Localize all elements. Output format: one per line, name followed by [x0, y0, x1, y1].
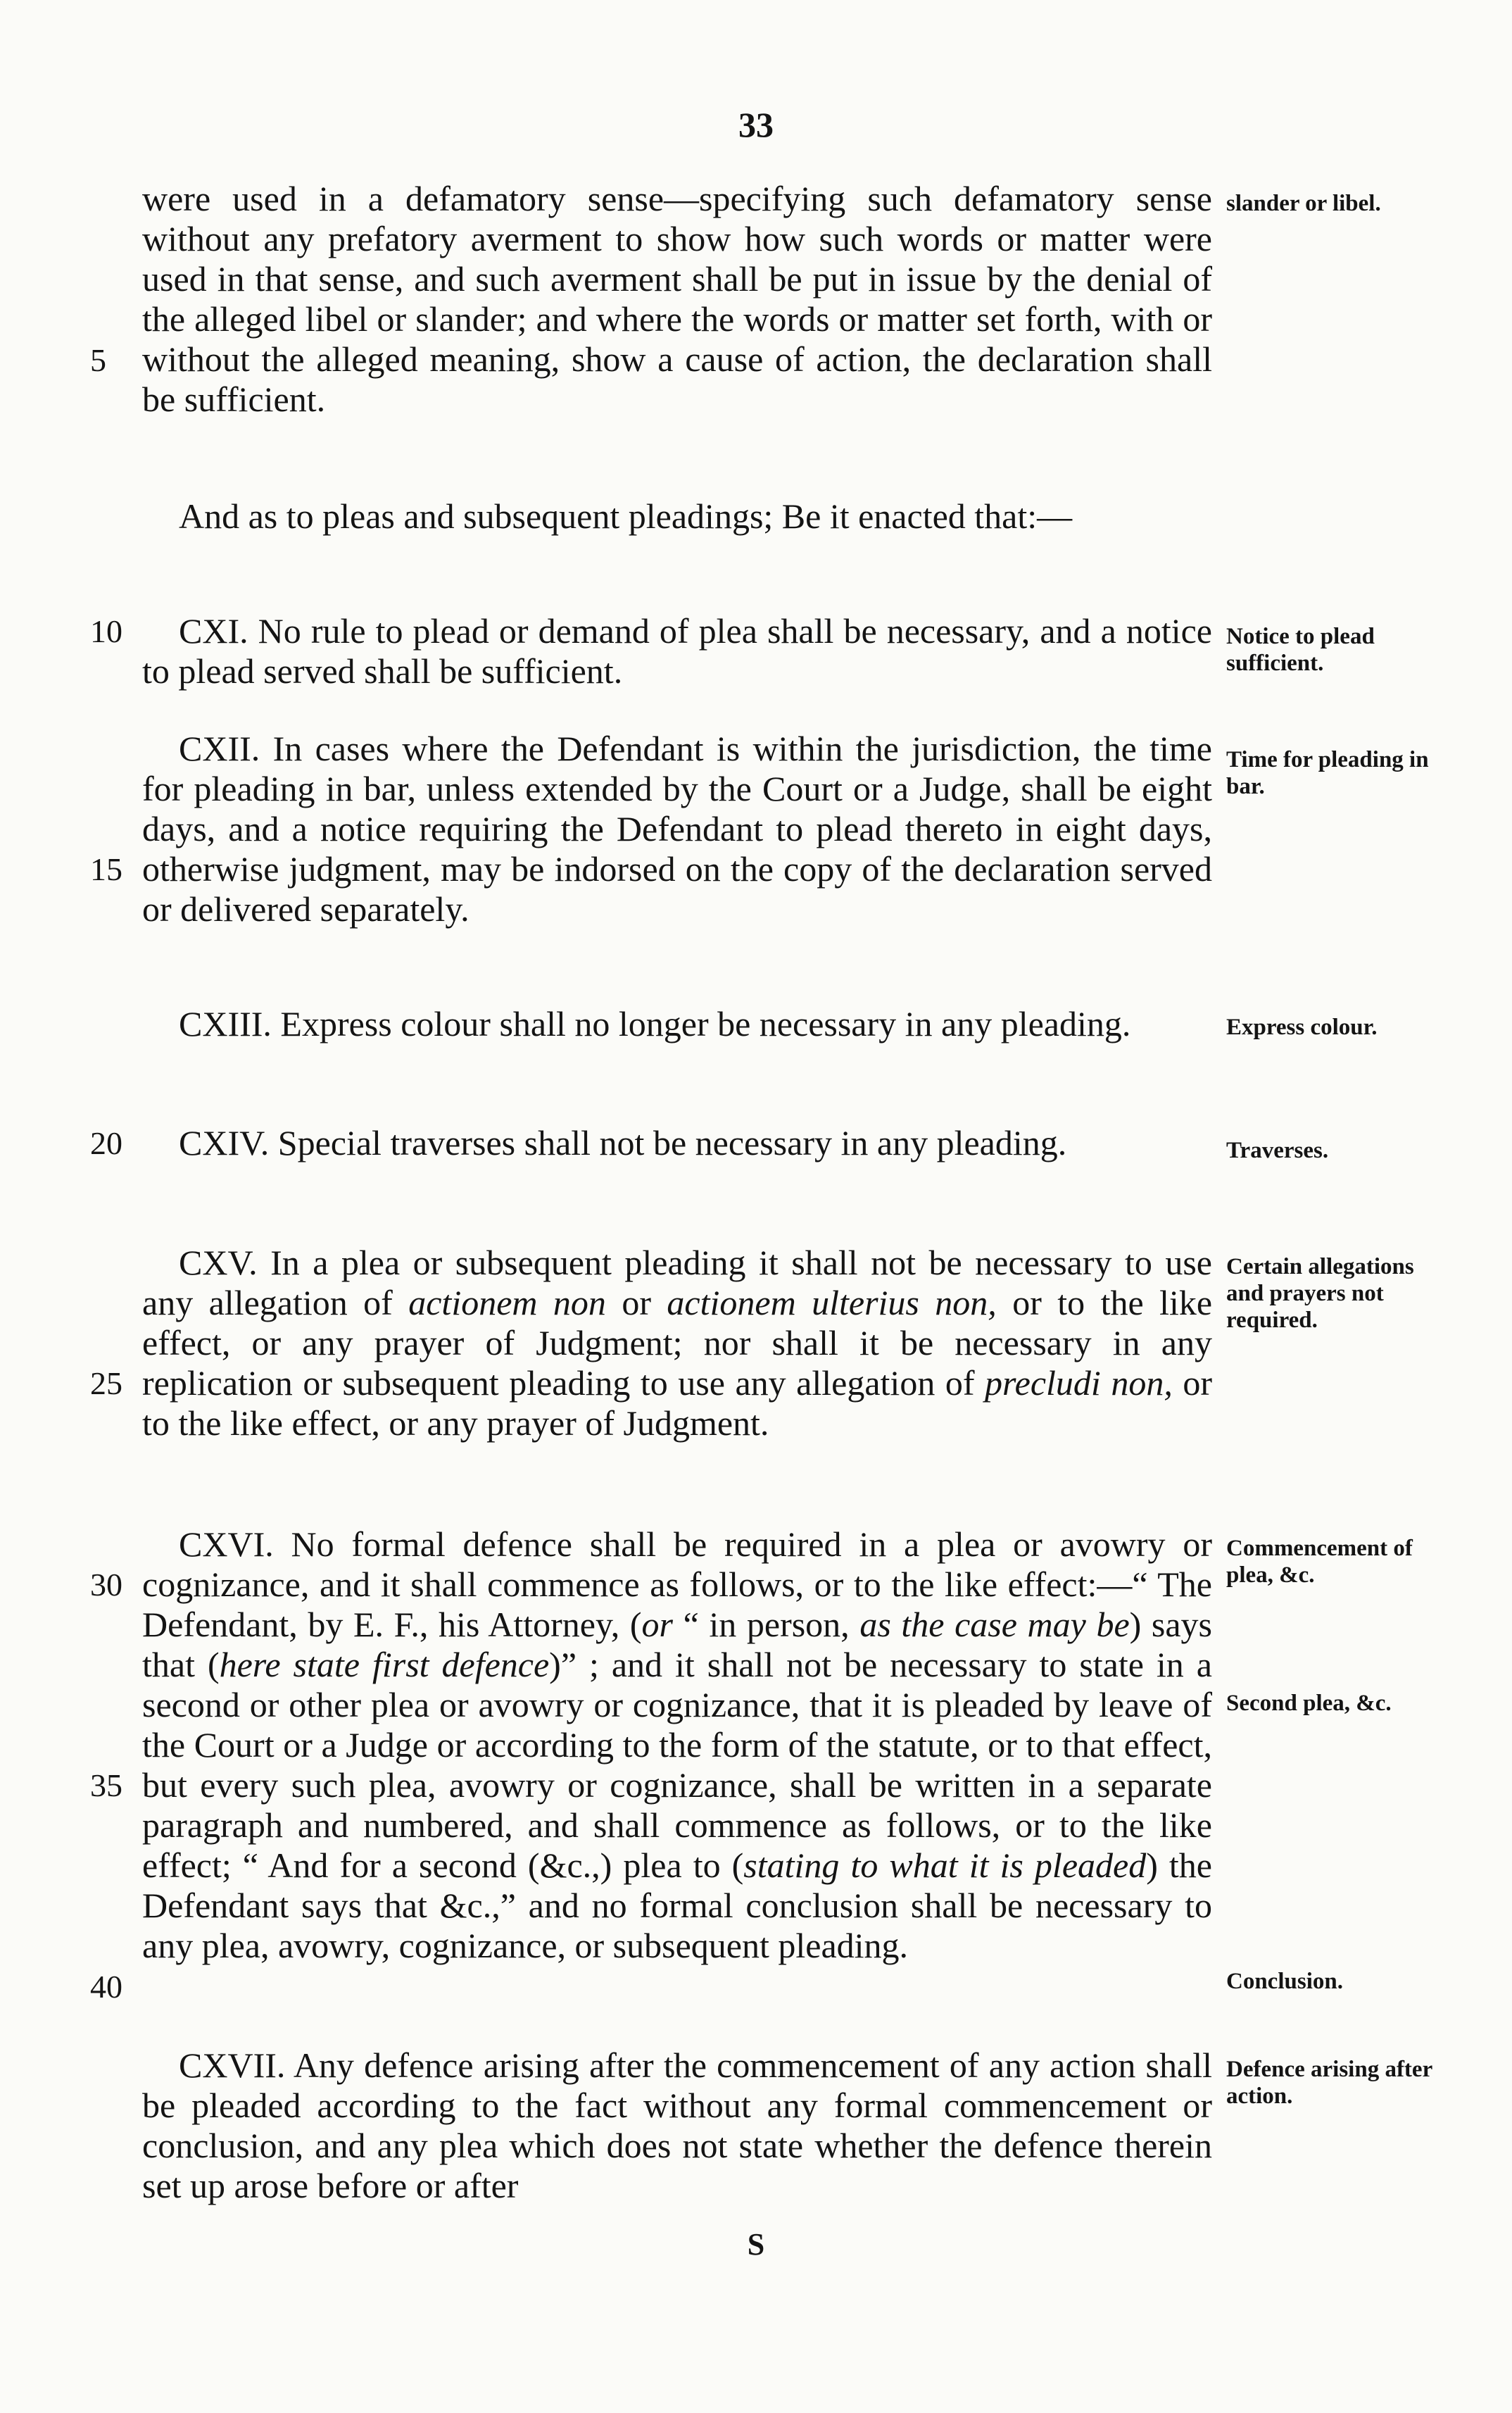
line-number: 25: [90, 1365, 122, 1401]
margin-note-commencement: Commencement of plea, &c.: [1226, 1536, 1413, 1588]
signature-mark: S: [747, 2227, 765, 2262]
line-number: 5: [90, 342, 106, 378]
italic-phrase: stating to what it is pleaded: [743, 1845, 1147, 1885]
margin-note-allegations: Certain allegations and prayers not required.: [1226, 1254, 1414, 1333]
margin-note-defence: Defence arising after action.: [1226, 2057, 1432, 2109]
italic-phrase: here state first defence: [219, 1645, 550, 1684]
paragraph-enactment: [142, 496, 1212, 537]
line-number: 30: [90, 1567, 122, 1603]
paragraph-text: [142, 1243, 1212, 1443]
latin-phrase: actionem ulterius non,: [667, 1283, 997, 1322]
paragraph-text: [142, 1524, 1212, 1966]
line-number: 40: [90, 1969, 122, 2005]
section-cxi: [142, 611, 1212, 691]
margin-note-time: Time for pleading in bar.: [1226, 747, 1429, 799]
margin-note-colour: Express colour.: [1226, 1015, 1378, 1040]
line-number: 15: [90, 851, 122, 887]
text-run: or to the like effect, or any prayer of Judgment.: [142, 1363, 1213, 1443]
line-number: 35: [90, 1767, 122, 1803]
line-number: 20: [90, 1125, 122, 1161]
text-run: CXV. In a plea or subsequent pleading it shall not be necessary to use any allegation of: [142, 1243, 1212, 1322]
text-run: )” ; and it shall not be necessary to state in a second or other plea or avowry or cognizance, that it is pleaded by leave of the Court or a Judge or according to the form of the statute, or to that effect, but every such plea, avowry or cognizance, shall be written in a separate paragraph and numbered, and shall commence as follows, or to the like effect; “ And for a second (&c.,) plea to (: [142, 1645, 1212, 1885]
margin-note-second-plea: Second plea, &c.: [1226, 1691, 1392, 1716]
latin-phrase: precludi non,: [985, 1363, 1173, 1403]
line-number: 10: [90, 613, 122, 649]
text-run: CXVI. No formal defence shall be required in a plea or avowry or cognizance, and it shall commence as follows, or to the like effect:—“ The Defendant, by E. F., his Attorney, (: [142, 1524, 1212, 1644]
latin-phrase: actionem non: [408, 1283, 606, 1322]
section-cxv: [142, 1243, 1212, 1443]
margin-note-slander: slander or libel.: [1226, 191, 1381, 216]
paragraph-text: CXIII. Express colour shall no longer be necessary in any pleading.: [179, 1004, 1131, 1043]
text-run: ) says that (: [142, 1605, 1213, 1684]
paragraph-text: CXIV. Special traverses shall not be necessary in any pleading.: [179, 1123, 1067, 1162]
margin-note-conclusion: Conclusion.: [1226, 1969, 1343, 1994]
paragraph-text: CXII. In cases where the Defendant is within the jurisdiction, the time for pleading in bar, unless extended by the Court or a Judge, shall be eight days, and a notice requiring the Defendant to plead thereto in eight days, otherwise judgment, may be indorsed on the copy of the declaration served or delivered separately.: [142, 729, 1212, 929]
text-run: “ in person,: [683, 1605, 850, 1644]
page-number: 33: [738, 105, 774, 144]
margin-note-notice: Notice to plead sufficient.: [1226, 624, 1375, 676]
section-cxvii: [142, 2045, 1212, 2206]
text-run: or: [622, 1283, 651, 1322]
italic-phrase: as the case may be: [859, 1605, 1130, 1644]
text-run: ) the Defendant says that &c.,” and no formal conclusion shall be necessary to any plea, avowry, cognizance, or subsequent pleading.: [142, 1845, 1212, 1965]
margin-note-traverses: Traverses.: [1226, 1138, 1329, 1163]
section-cxii: [142, 729, 1212, 929]
paragraph-continuation: [142, 179, 1212, 420]
paragraph-text: And as to pleas and subsequent pleadings; Be it enacted that:—: [179, 496, 1073, 536]
section-cxiii: [142, 1004, 1212, 1044]
section-cxiv: [142, 1123, 1212, 1163]
section-cxvi: [142, 1524, 1212, 1966]
paragraph-text: CXI. No rule to plead or demand of plea shall be necessary, and a notice to plead served shall be sufficient.: [142, 611, 1212, 691]
paragraph-text: were used in a defamatory sense—specifying such defamatory sense without any prefatory averment to show how such words or matter were used in that sense, and such averment shall be put in issue by the denial of the alleged libel or slander; and where the words or matter set forth, with or without the alleged meaning, show a cause of action, the declaration shall be sufficient.: [142, 179, 1212, 419]
text-run: or to the like effect, or any prayer of Judgment; nor shall it be necessary in any replication or subsequent pleading to use any allegation of: [142, 1283, 1213, 1403]
paragraph-text: CXVII. Any defence arising after the commencement of any action shall be pleaded according to the fact without any formal commencement or conclusion, and any plea which does not state whether the defence therein set up arose before or after: [142, 2045, 1212, 2205]
italic-phrase: or: [641, 1605, 673, 1644]
